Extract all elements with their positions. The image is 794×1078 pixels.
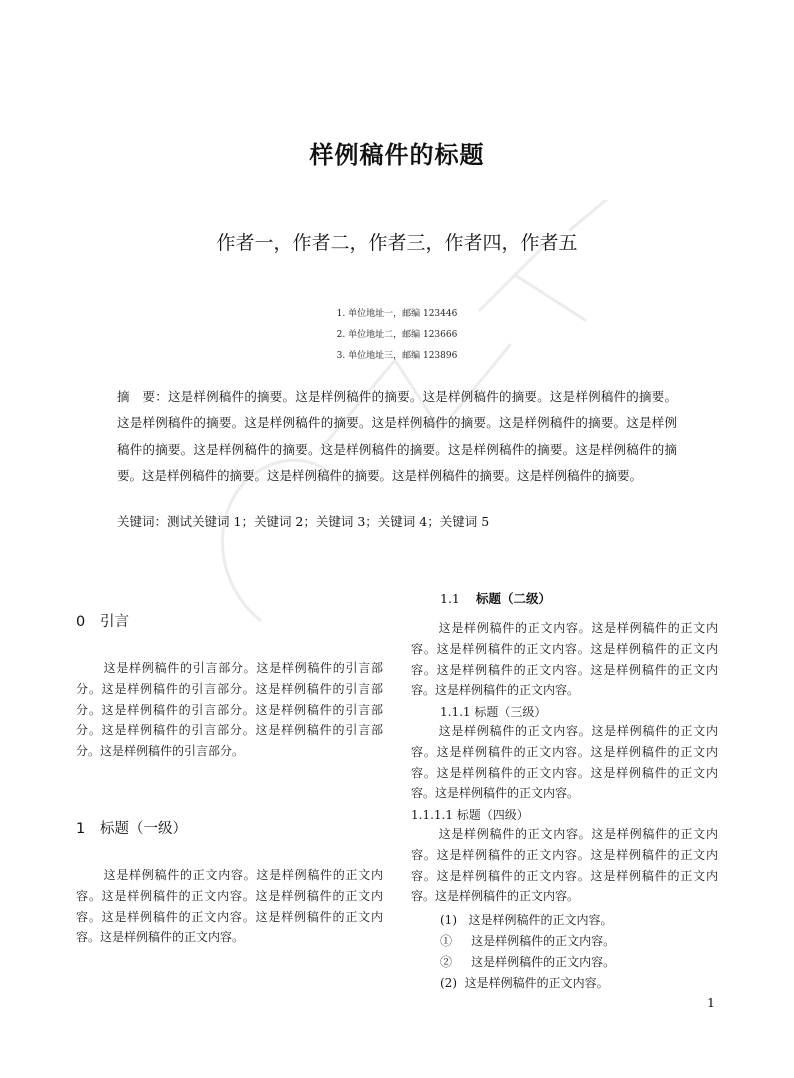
section-title: 标题（一级） xyxy=(100,821,187,837)
keywords-label: 关键词： xyxy=(117,514,168,529)
section-number: 1.1 xyxy=(440,591,460,606)
section-heading-1-1-1-1: 1.1.1.1 标题（四级） xyxy=(411,808,529,822)
section-1-1-1-1-paragraph: 这是样例稿件的正文内容。这是样例稿件的正文内容。这是样例稿件的正文内容。这是样例稿件的正文内容。这是样例稿件的正文内容。这是样例稿件的正文内容。这是样例稿件的正文内容。 xyxy=(411,827,718,904)
author-list: 作者一，作者二，作者三，作者四，作者五 xyxy=(216,232,578,254)
paper-title: 样例稿件的标题 xyxy=(309,141,485,169)
list-item: ① 这是样例稿件的正文内容。 xyxy=(440,934,616,948)
list-item: (1) 这是样例稿件的正文内容。 xyxy=(440,913,613,927)
section-1-paragraph: 这是样例稿件的正文内容。这是样例稿件的正文内容。这是样例稿件的正文内容。这是样例稿件的正文内容。这是样例稿件的正文内容。这是样例稿件的正文内容。这是样例稿件的正文内容。 xyxy=(76,868,383,945)
abstract-text: 这是样例稿件的摘要。这是样例稿件的摘要。这是样例稿件的摘要。这是样例稿件的摘要。这是样例稿件的摘要。这是样例稿件的摘要。这是样例稿件的摘要。这是样例稿件的摘要。这是样例稿件的摘要。这是样例稿件的摘要。这是样例稿件的摘要。这是样例稿件的摘要。这是样例稿件的摘要。这是样例稿件的摘要。这是样例稿件的摘要。这是样例稿件的摘要。这是样例稿件的摘要。 xyxy=(117,389,677,484)
abstract xyxy=(117,384,677,490)
list-item: ② 这是样例稿件的正文内容。 xyxy=(440,955,616,969)
abstract-label: 摘 要： xyxy=(117,389,168,404)
section-number: 1 xyxy=(76,821,86,837)
affiliation-2: 2. 单位地址二，邮编 123666 xyxy=(336,330,458,340)
section-heading-1-1-1: 1.1.1 标题（三级） xyxy=(440,705,547,719)
section-1-1-1-paragraph: 这是样例稿件的正文内容。这是样例稿件的正文内容。这是样例稿件的正文内容。这是样例稿件的正文内容。这是样例稿件的正文内容。这是样例稿件的正文内容。这是样例稿件的正文内容。 xyxy=(411,724,718,801)
affiliation-3: 3. 单位地址三，邮编 123896 xyxy=(336,351,458,361)
section-1-1-paragraph: 这是样例稿件的正文内容。这是样例稿件的正文内容。这是样例稿件的正文内容。这是样例稿件的正文内容。这是样例稿件的正文内容。这是样例稿件的正文内容。这是样例稿件的正文内容。 xyxy=(411,621,718,698)
section-heading-1 xyxy=(76,817,187,838)
section-title: 标题（二级） xyxy=(476,591,552,606)
keywords xyxy=(117,512,489,530)
list-item: (2) 这是样例稿件的正文内容。 xyxy=(440,976,609,990)
section-heading-1-1 xyxy=(440,589,551,607)
section-heading-intro xyxy=(76,610,129,631)
section-number: 0 xyxy=(76,614,86,630)
keywords-text: 测试关键词 1；关键词 2；关键词 3；关键词 4；关键词 5 xyxy=(167,514,490,529)
section-title: 引言 xyxy=(100,614,129,630)
intro-paragraph: 这是样例稿件的引言部分。这是样例稿件的引言部分。这是样例稿件的引言部分。这是样例稿件的引言部分。这是样例稿件的引言部分。这是样例稿件的引言部分。这是样例稿件的引言部分。这是样例稿件的引言部分。这是样例稿件的引言部分。 xyxy=(76,661,383,759)
page-number: 1 xyxy=(707,995,715,1010)
affiliation-1: 1. 单位地址一，邮编 123446 xyxy=(336,309,458,319)
